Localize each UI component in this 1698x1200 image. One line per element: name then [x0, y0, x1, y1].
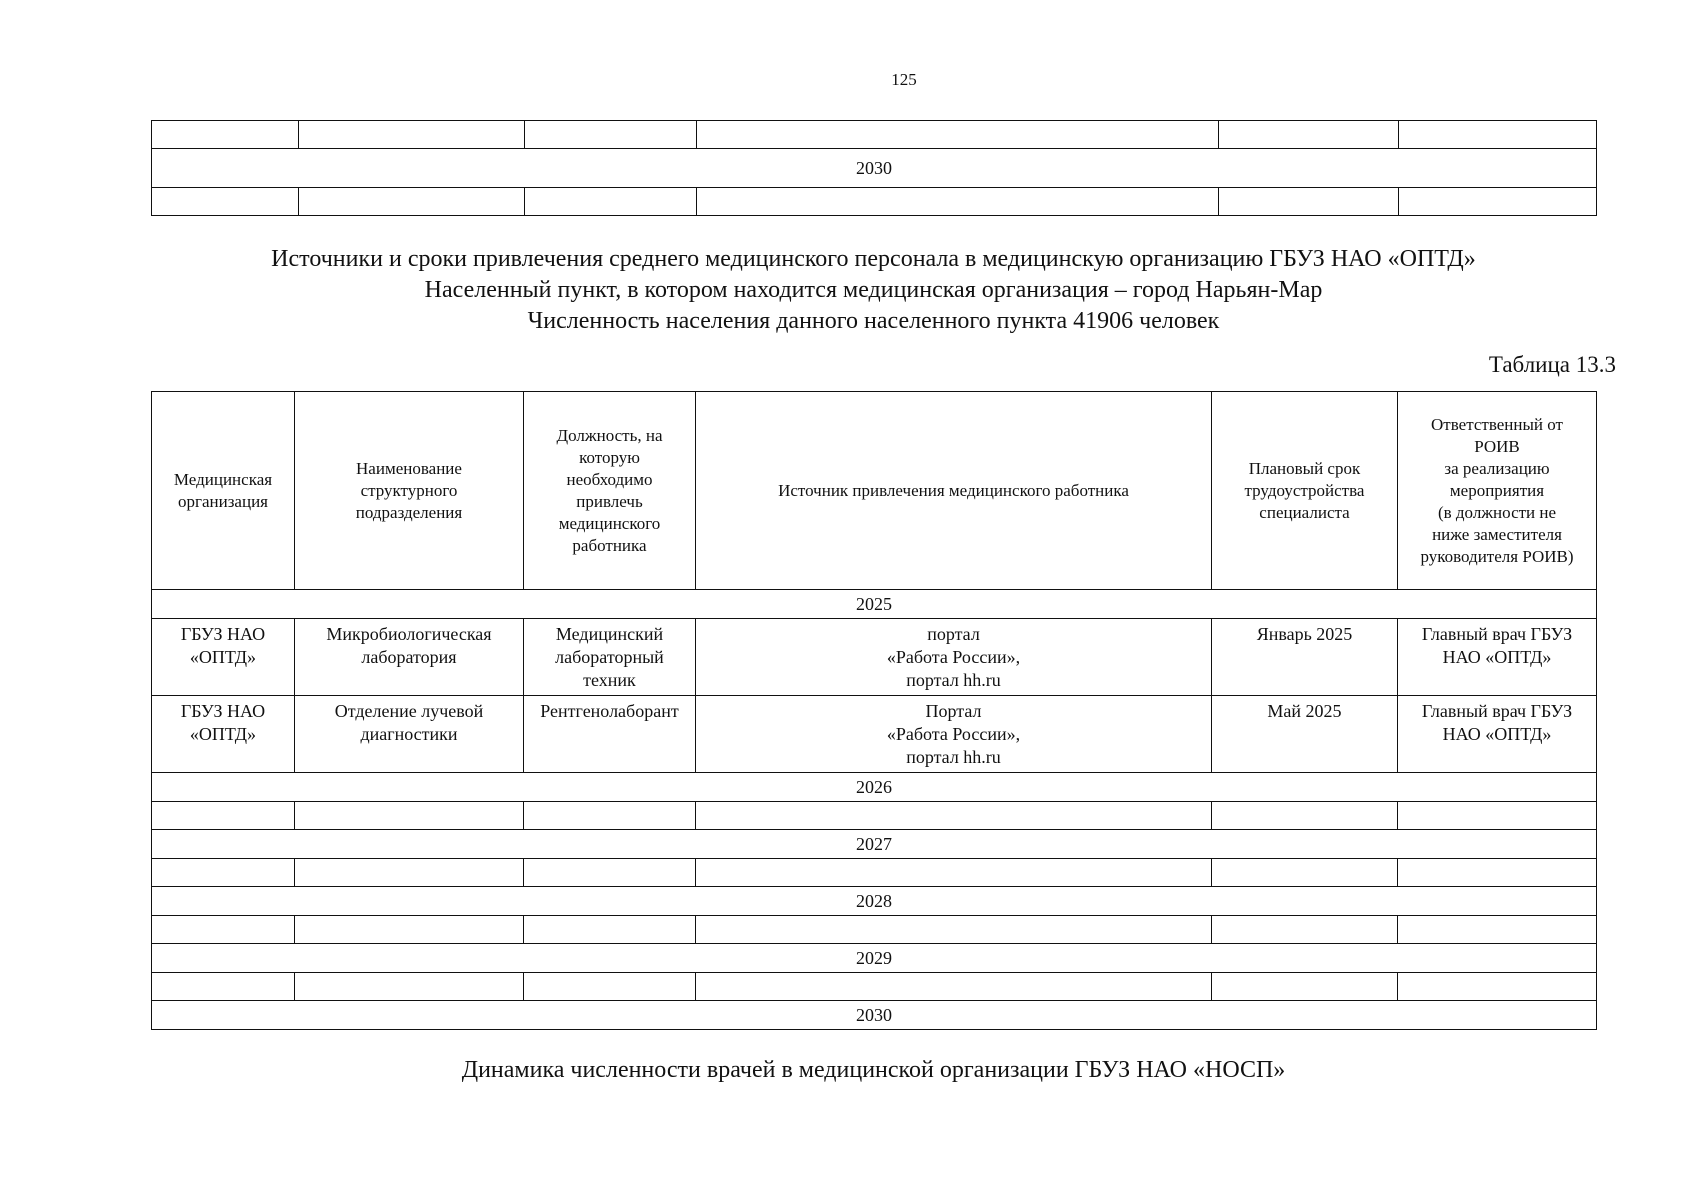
section-headings [151, 244, 1596, 337]
previous-table-continuation [151, 120, 1597, 216]
year-cell: 2028 [152, 887, 1597, 916]
header-row [152, 392, 1597, 590]
table-row [152, 696, 1597, 773]
table-row [152, 916, 1597, 944]
page-number: 125 [891, 70, 917, 89]
table-row [152, 802, 1597, 830]
column-header-position: Должность, на которую необходимо привлечь медицинского работника [524, 392, 696, 590]
year-cell: 2027 [152, 830, 1597, 859]
year-row-2026 [152, 773, 1597, 802]
table-row [152, 121, 1597, 149]
heading-line-1: Источники и сроки привлечения среднего медицинского персонала в медицинскую организацию ГБУЗ НАО «ОПТД» [271, 246, 1476, 272]
year-row-2025 [152, 590, 1597, 619]
table-row [152, 619, 1597, 696]
year-row-2030 [152, 1001, 1597, 1030]
year-cell: 2025 [152, 590, 1597, 619]
table-row [152, 188, 1597, 216]
column-header-unit: Наименование структурного подразделения [295, 392, 524, 590]
table-number: Таблица 13.3 [1488, 352, 1616, 377]
staff-recruitment-table [151, 391, 1597, 1030]
year-cell: 2029 [152, 944, 1597, 973]
table-row [152, 859, 1597, 887]
column-header-responsible: Ответственный от РОИВ за реализацию мероприятия (в должности не ниже заместителя руководителя РОИВ) [1398, 392, 1597, 590]
year-cell: 2030 [152, 1001, 1597, 1030]
column-header-term: Плановый срок трудоустройства специалиста [1212, 392, 1398, 590]
next-section-heading: Динамика численности врачей в медицинской организации ГБУЗ НАО «НОСП» [461, 1057, 1286, 1083]
year-row-2028 [152, 887, 1597, 916]
cell-position: Медицинский лабораторный техник [524, 619, 696, 696]
year-row-2027 [152, 830, 1597, 859]
column-header-organization: Медицинская организация [152, 392, 295, 590]
heading-line-2: Населенный пункт, в котором находится медицинская организация – город Нарьян-Мар [424, 277, 1323, 303]
cell-term: Май 2025 [1212, 696, 1398, 773]
year-cell: 2026 [152, 773, 1597, 802]
table-row [152, 973, 1597, 1001]
cell-organization: ГБУЗ НАО «ОПТД» [152, 619, 295, 696]
cell-unit: Микробиологическая лаборатория [295, 619, 524, 696]
heading-line-3: Численность населения данного населенного пункта 41906 человек [527, 308, 1220, 334]
year-row-2029 [152, 944, 1597, 973]
cell-unit: Отделение лучевой диагностики [295, 696, 524, 773]
year-row [152, 149, 1597, 188]
cell-responsible: Главный врач ГБУЗ НАО «ОПТД» [1398, 619, 1597, 696]
cell-position: Рентгенолаборант [524, 696, 696, 773]
cell-organization: ГБУЗ НАО «ОПТД» [152, 696, 295, 773]
cell-responsible: Главный врач ГБУЗ НАО «ОПТД» [1398, 696, 1597, 773]
cell-source: портал «Работа России», портал hh.ru [696, 619, 1212, 696]
column-header-source: Источник привлечения медицинского работника [696, 392, 1212, 590]
year-cell: 2030 [152, 149, 1597, 188]
cell-term: Январь 2025 [1212, 619, 1398, 696]
cell-source: Портал «Работа России», портал hh.ru [696, 696, 1212, 773]
